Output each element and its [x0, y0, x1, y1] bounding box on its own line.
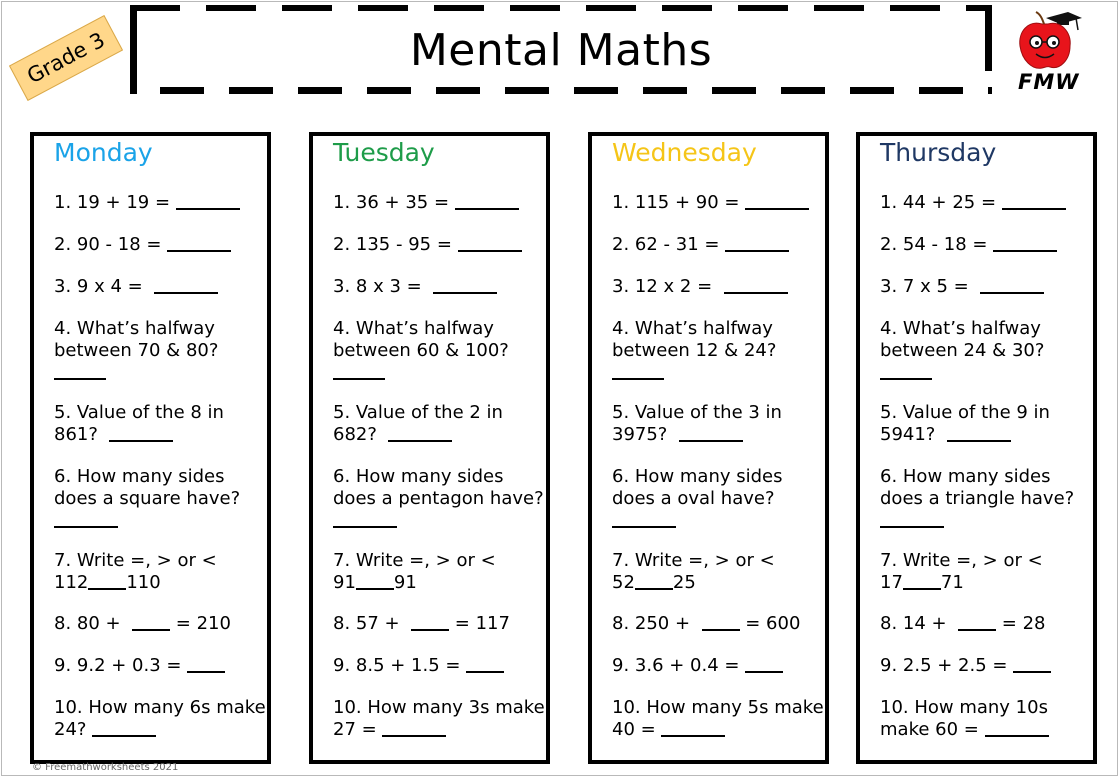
question-1: 1. 115 + 90 =	[612, 192, 819, 214]
question-4: 4. What’s halfway between 70 & 80?	[54, 318, 261, 384]
day-title: Wednesday	[612, 138, 757, 167]
question-9: 9. 3.6 + 0.4 =	[612, 655, 819, 677]
day-title: Thursday	[880, 138, 997, 167]
day-column-monday	[30, 132, 271, 764]
question-3: 3. 12 x 2 =	[612, 276, 819, 298]
answer-blank[interactable]	[612, 526, 676, 528]
question-4: 4. What’s halfway between 24 & 30?	[880, 318, 1087, 384]
question-2: 2. 62 - 31 =	[612, 234, 819, 256]
question-8: 8. 57 + = 117	[333, 613, 510, 634]
question-1: 1. 44 + 25 =	[880, 192, 1087, 214]
answer-blank[interactable]	[333, 526, 397, 528]
question-10: 10. How many 3s make 27 =	[333, 697, 545, 740]
answer-blank[interactable]	[947, 440, 1011, 442]
question-7: 7. Write =, > or < 112 110	[54, 550, 217, 593]
answer-blank[interactable]	[612, 378, 664, 380]
apple-face-graduation-icon	[1016, 10, 1086, 72]
question-10: 10. How many 5s make 40 =	[612, 697, 824, 740]
question-6: 6. How many sides does a oval have?	[612, 466, 819, 532]
question-1: 1. 19 + 19 =	[54, 192, 261, 214]
answer-blank[interactable]	[455, 208, 519, 210]
question-3: 3. 8 x 3 =	[333, 276, 540, 298]
title-box	[130, 5, 992, 94]
answer-blank[interactable]	[54, 526, 118, 528]
question-5: 5. Value of the 8 in 861?	[54, 402, 224, 445]
answer-blank[interactable]	[724, 292, 788, 294]
question-5: 5. Value of the 2 in 682?	[333, 402, 503, 445]
question-9: 9. 9.2 + 0.3 =	[54, 655, 261, 677]
title-dashed-border-top	[130, 5, 992, 11]
question-6: 6. How many sides does a square have?	[54, 466, 261, 532]
answer-blank[interactable]	[154, 292, 218, 294]
question-6: 6. How many sides does a pentagon have?	[333, 466, 540, 532]
question-10: 10. How many 6s make 24?	[54, 697, 266, 740]
day-column-thursday	[856, 132, 1097, 764]
answer-blank[interactable]	[958, 629, 996, 631]
answer-blank[interactable]	[745, 671, 783, 673]
answer-blank[interactable]	[745, 208, 809, 210]
logo-text: FMW	[1018, 70, 1080, 94]
answer-blank[interactable]	[679, 440, 743, 442]
answer-blank[interactable]	[411, 629, 449, 631]
question-8: 8. 80 + = 210	[54, 613, 231, 634]
answer-blank[interactable]	[1002, 208, 1066, 210]
question-2: 2. 54 - 18 =	[880, 234, 1087, 256]
question-7: 7. Write =, > or < 52 25	[612, 550, 775, 593]
answer-blank[interactable]	[88, 588, 126, 590]
question-10: 10. How many 10s make 60 =	[880, 697, 1048, 740]
question-8: 8. 250 + = 600	[612, 613, 801, 634]
answer-blank[interactable]	[880, 378, 932, 380]
question-3: 3. 7 x 5 =	[880, 276, 1087, 298]
answer-blank[interactable]	[176, 208, 240, 210]
question-7: 7. Write =, > or < 17 71	[880, 550, 1043, 593]
copyright-footer: © Freemathworksheets 2021	[32, 762, 179, 773]
answer-blank[interactable]	[661, 735, 725, 737]
answer-blank[interactable]	[167, 250, 231, 252]
question-2: 2. 90 - 18 =	[54, 234, 261, 256]
question-6: 6. How many sides does a triangle have?	[880, 466, 1087, 532]
question-5: 5. Value of the 9 in 5941?	[880, 402, 1050, 445]
title-dashed-border-bottom	[160, 87, 992, 94]
answer-blank[interactable]	[980, 292, 1044, 294]
day-title: Tuesday	[333, 138, 435, 167]
answer-blank[interactable]	[985, 735, 1049, 737]
question-5: 5. Value of the 3 in 3975?	[612, 402, 782, 445]
answer-blank[interactable]	[1013, 671, 1051, 673]
answer-blank[interactable]	[132, 629, 170, 631]
answer-blank[interactable]	[109, 440, 173, 442]
grade-badge: Grade 3	[9, 15, 123, 101]
answer-blank[interactable]	[382, 735, 446, 737]
question-4: 4. What’s halfway between 60 & 100?	[333, 318, 540, 384]
question-7: 7. Write =, > or < 91 91	[333, 550, 496, 593]
question-8: 8. 14 + = 28	[880, 613, 1046, 634]
question-9: 9. 8.5 + 1.5 =	[333, 655, 540, 677]
answer-blank[interactable]	[993, 250, 1057, 252]
answer-blank[interactable]	[92, 735, 156, 737]
answer-blank[interactable]	[880, 526, 944, 528]
day-column-tuesday	[309, 132, 550, 764]
question-9: 9. 2.5 + 2.5 =	[880, 655, 1087, 677]
day-title: Monday	[54, 138, 153, 167]
fmw-logo	[1012, 10, 1092, 98]
question-2: 2. 135 - 95 =	[333, 234, 540, 256]
answer-blank[interactable]	[458, 250, 522, 252]
answer-blank[interactable]	[702, 629, 740, 631]
answer-blank[interactable]	[903, 588, 941, 590]
question-1: 1. 36 + 35 =	[333, 192, 540, 214]
answer-blank[interactable]	[725, 250, 789, 252]
answer-blank[interactable]	[54, 378, 106, 380]
answer-blank[interactable]	[356, 588, 394, 590]
question-3: 3. 9 x 4 =	[54, 276, 261, 298]
answer-blank[interactable]	[635, 588, 673, 590]
day-column-wednesday	[588, 132, 829, 764]
answer-blank[interactable]	[433, 292, 497, 294]
answer-blank[interactable]	[466, 671, 504, 673]
page-title: Mental Maths	[409, 25, 713, 76]
answer-blank[interactable]	[333, 378, 385, 380]
question-4: 4. What’s halfway between 12 & 24?	[612, 318, 819, 384]
answer-blank[interactable]	[187, 671, 225, 673]
answer-blank[interactable]	[388, 440, 452, 442]
